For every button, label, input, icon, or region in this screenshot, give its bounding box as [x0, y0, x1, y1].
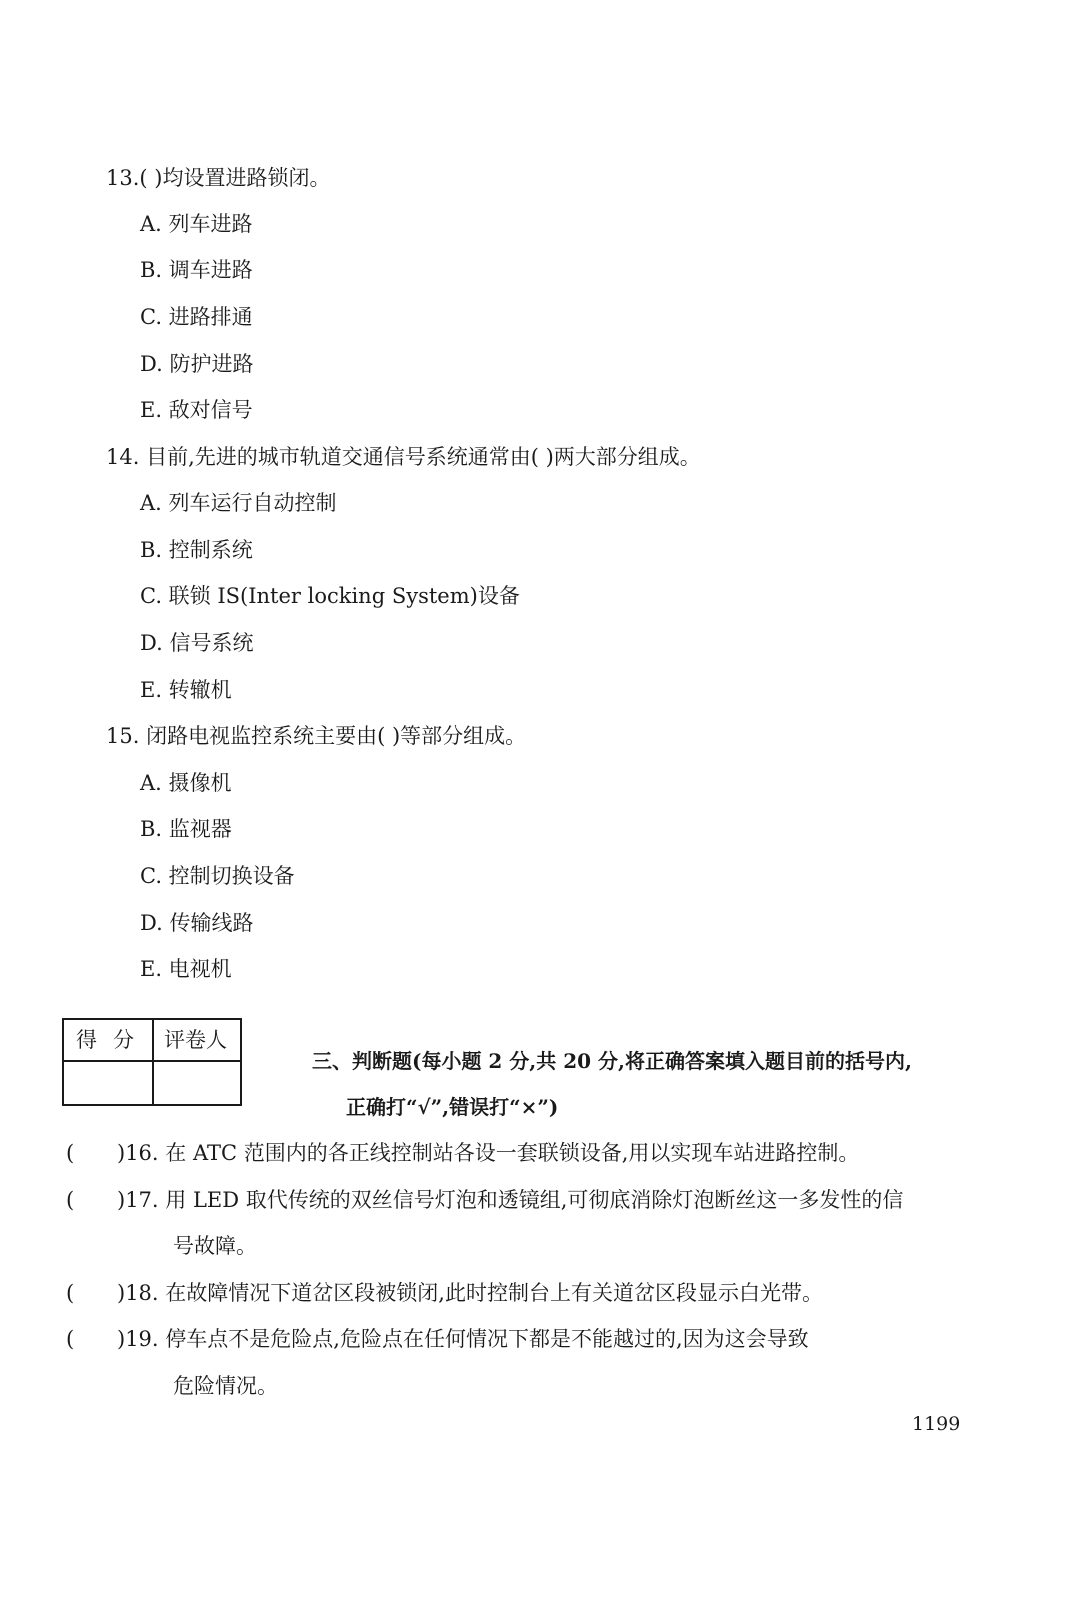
- item-17-answer-blank: (: [66, 1188, 75, 1212]
- section-3-title-line-2: 正确打“√”,错误打“×”): [346, 1095, 559, 1119]
- question-13-option-e: E. 敌对信号: [140, 398, 253, 422]
- question-14-stem: 14. 目前,先进的城市轨道交通信号系统通常由( )两大部分组成。: [106, 445, 701, 469]
- question-15-option-b: B. 监视器: [140, 817, 232, 841]
- question-15-option-c: C. 控制切换设备: [140, 864, 295, 888]
- question-13-stem: 13.( )均设置进路锁闭。: [106, 166, 331, 190]
- table-divider-horizontal: [64, 1060, 240, 1062]
- question-14-option-d: D. 信号系统: [140, 631, 254, 655]
- question-13-option-a: A. 列车进路: [140, 212, 253, 236]
- score-table: [62, 1018, 242, 1106]
- question-14-option-c: C. 联锁 IS(Inter locking System)设备: [140, 584, 520, 608]
- question-13-option-b: B. 调车进路: [140, 258, 253, 282]
- question-14-option-a: A. 列车运行自动控制: [140, 491, 337, 515]
- question-13-option-d: D. 防护进路: [140, 352, 254, 376]
- page-number: 1199: [912, 1413, 961, 1435]
- item-17-text-continuation: 号故障。: [173, 1234, 257, 1258]
- question-15-option-e: E. 电视机: [140, 957, 232, 981]
- item-19-answer-blank: (: [66, 1327, 75, 1351]
- item-16-answer-blank: (: [66, 1141, 75, 1165]
- item-19-text-continuation: 危险情况。: [173, 1374, 278, 1398]
- question-13-option-c: C. 进路排通: [140, 305, 253, 329]
- score-label: 得分: [76, 1028, 150, 1052]
- question-14-option-b: B. 控制系统: [140, 538, 253, 562]
- item-18-answer-blank: (: [66, 1281, 75, 1305]
- question-15-option-d: D. 传输线路: [140, 911, 254, 935]
- section-3-title-line-1: 三、判断题(每小题 2 分,共 20 分,将正确答案填入题目前的括号内,: [312, 1049, 912, 1073]
- item-18-text: )18. 在故障情况下道岔区段被锁闭,此时控制台上有关道岔区段显示白光带。: [117, 1281, 823, 1305]
- question-15-option-a: A. 摄像机: [140, 771, 232, 795]
- table-divider-vertical: [152, 1020, 154, 1104]
- question-15-stem: 15. 闭路电视监控系统主要由( )等部分组成。: [106, 724, 527, 748]
- item-19-text: )19. 停车点不是危险点,危险点在任何情况下都是不能越过的,因为这会导致: [117, 1327, 809, 1351]
- item-16-text: )16. 在 ATC 范围内的各正线控制站各设一套联锁设备,用以实现车站进路控制。: [117, 1141, 860, 1165]
- item-17-text: )17. 用 LED 取代传统的双丝信号灯泡和透镜组,可彻底消除灯泡断丝这一多发性的信: [117, 1188, 904, 1212]
- grader-label: 评卷人: [164, 1028, 227, 1052]
- question-14-option-e: E. 转辙机: [140, 678, 232, 702]
